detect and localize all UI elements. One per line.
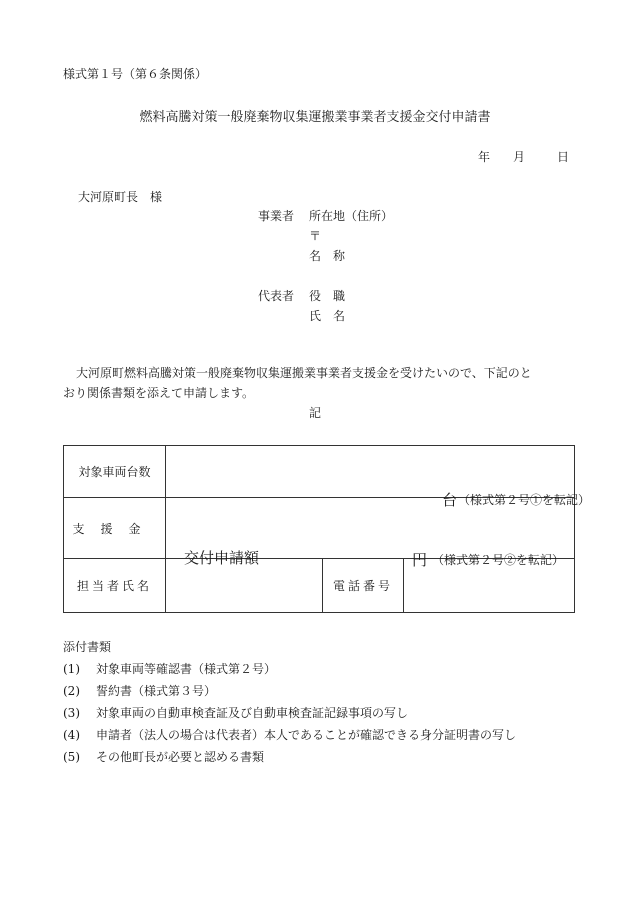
vehicles-row: [64, 446, 575, 498]
phone-label: 電話番号: [332, 579, 393, 593]
attachment-num: (2): [63, 684, 80, 698]
form-number: 様式第１号（第６条関係）: [63, 67, 208, 81]
support-label: 支援金: [72, 521, 157, 536]
vehicles-input-cell[interactable]: [166, 446, 591, 509]
attachment-item: [63, 706, 409, 720]
contact-label-cell: [64, 559, 166, 613]
attachment-item: [63, 684, 217, 698]
contact-label: 担当者氏名: [76, 579, 152, 593]
date-day: 日: [557, 150, 570, 164]
support-note: （様式第２号②を転記）: [432, 553, 565, 567]
addressee: 大河原町長 様: [78, 190, 163, 204]
name-label: 名 称: [309, 249, 346, 263]
attachment-num: (3): [63, 706, 80, 720]
application-table: [63, 445, 591, 613]
address-label: 所在地（住所）: [309, 209, 394, 223]
date-year: 年: [478, 150, 491, 164]
attachment-text: 対象車両の自動車検査証及び自動車検査証記録事項の写し: [96, 706, 409, 720]
position-label: 役 職: [309, 289, 346, 303]
attachment-num: (4): [63, 728, 80, 742]
support-label-cell: [64, 498, 166, 559]
attachment-text: その他町長が必要と認める書類: [96, 750, 265, 764]
support-unit: 円: [412, 551, 428, 569]
vehicles-unit: 台: [442, 490, 458, 509]
body-text-line-1: 大河原町燃料高騰対策一般廃棄物収集運搬業事業者支援金を受けたいので、下記のと: [76, 366, 532, 380]
attachments-heading: 添付書類: [63, 640, 112, 654]
attachment-text: 誓約書（様式第３号）: [96, 684, 217, 698]
phone-label-cell: [323, 559, 404, 613]
attachment-num: (1): [63, 662, 80, 676]
postal-mark: 〒: [309, 229, 322, 243]
representative-label: 代表者: [258, 289, 295, 303]
attachment-text: 申請者（法人の場合は代表者）本人であることが確認できる身分証明書の写し: [96, 728, 517, 742]
date-line: [478, 150, 570, 164]
support-sub-label: 交付申請額: [184, 549, 260, 567]
attachment-item: [63, 728, 517, 742]
document-title: 燃料高騰対策一般廃棄物収集運搬業事業者支援金交付申請書: [139, 110, 491, 125]
business-label: 事業者: [258, 209, 295, 223]
attachment-text: 対象車両等確認書（様式第２号）: [96, 662, 277, 676]
ki-mark: 記: [309, 406, 322, 420]
attachment-item: [63, 750, 265, 764]
vehicles-label: 対象車両台数: [64, 446, 166, 498]
vehicles-note: （様式第２号①を転記）: [458, 492, 591, 507]
body-text-line-2: おり関係書類を添えて申請します。: [63, 386, 255, 400]
attachment-item: [63, 662, 277, 676]
person-name-label: 氏 名: [309, 309, 346, 323]
date-month: 月: [513, 150, 526, 164]
attachment-num: (5): [63, 750, 80, 764]
